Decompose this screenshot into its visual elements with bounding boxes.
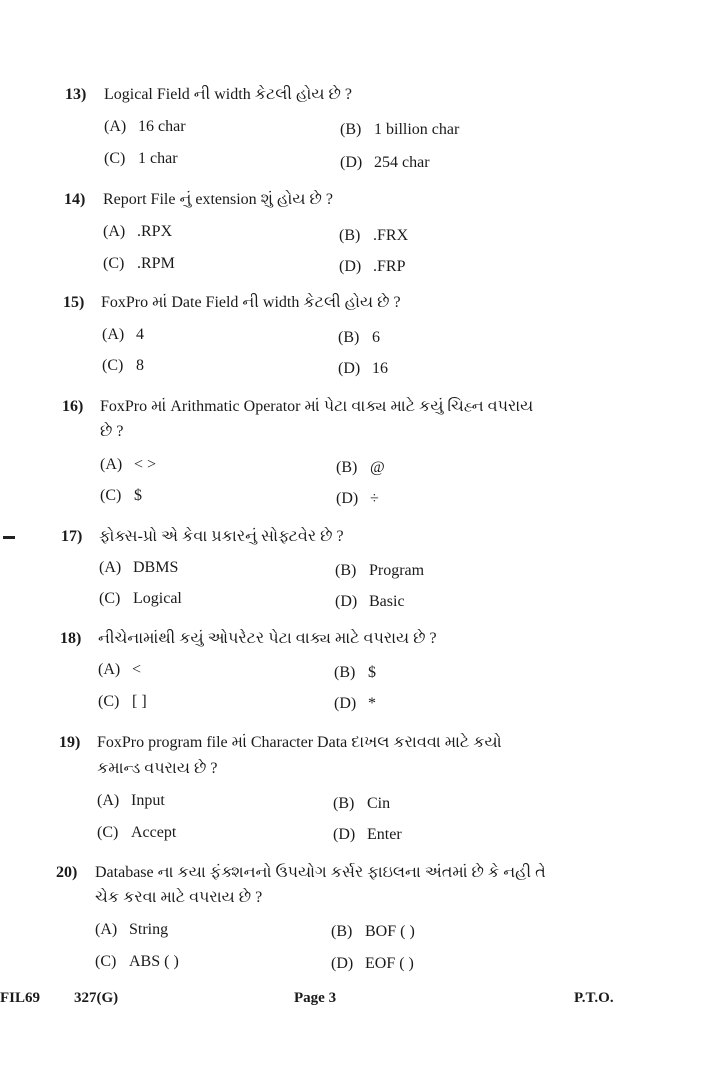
option-b: (B) $: [334, 664, 376, 681]
question-number: 17): [61, 528, 83, 545]
question-number: 16): [62, 398, 84, 415]
pto-label: P.T.O.: [574, 990, 614, 1006]
option-d: (D) EOF ( ): [331, 955, 414, 972]
option-b: (B) 6: [338, 329, 380, 346]
question-number: 13): [65, 86, 87, 103]
option-a: (A) <: [98, 661, 142, 678]
option-a: (A) DBMS: [99, 559, 179, 576]
option-c: (C) 8: [102, 357, 144, 374]
option-d: (D) 16: [338, 360, 388, 377]
option-d: (D) 254 char: [340, 154, 430, 171]
option-c: (C) 1 char: [104, 150, 178, 167]
question-text: FoxPro program file માં Character Data દાખલ કરાવવા માટે કયો: [97, 734, 502, 751]
option-a: (A) .RPX: [103, 223, 173, 240]
question-text-continued: ચેક કરવા માટે વપરાય છે ?: [95, 889, 263, 906]
question-number: 18): [60, 630, 82, 647]
question-text: Database ના કયા ફંક્શનનો ઉપયોગ કર્સર ફાઇલના અંતમાં છે કે નહી તે: [95, 864, 546, 881]
question-text: Logical Field ની width કેટલી હોય છે ?: [104, 86, 352, 103]
option-b: (B) Cin: [333, 795, 391, 812]
option-a: (A) 16 char: [104, 118, 186, 135]
question-text: ફોક્સ-પ્રો એ કેવા પ્રકારનું સોફ્ટવેર છે ?: [99, 528, 344, 545]
question-text-continued: છે ?: [100, 423, 124, 440]
option-d: (D) ÷: [336, 490, 379, 507]
option-a: (A) 4: [102, 326, 144, 343]
option-c: (C) Logical: [99, 590, 182, 607]
margin-mark: [3, 536, 15, 539]
option-d: (D) .FRP: [339, 258, 406, 275]
question-text: નીચેનામાંથી કયું ઓપરેટર પેટા વાક્ય માટે વપરાય છે ?: [98, 630, 437, 647]
option-b: (B) Program: [335, 562, 425, 579]
question-number: 20): [56, 864, 78, 881]
option-b: (B) .FRX: [339, 227, 409, 244]
option-d: (D) *: [334, 695, 376, 712]
footer-paper-code: 327(G): [74, 990, 119, 1006]
option-b: (B) @: [336, 459, 385, 476]
page-number: Page 3: [294, 990, 337, 1006]
question-text: FoxPro માં Date Field ની width કેટલી હોય છે ?: [101, 294, 401, 311]
question-text: FoxPro માં Arithmatic Operator માં પેટા વાક્ય માટે કયું ચિહ્ન વપરાય: [100, 398, 534, 415]
option-a: (A) < >: [100, 456, 157, 473]
option-d: (D) Enter: [333, 826, 402, 843]
question-number: 14): [64, 191, 86, 208]
question-number: 15): [63, 294, 85, 311]
footer-code: FIL69: [0, 990, 41, 1006]
option-c: (C) .RPM: [103, 255, 175, 272]
option-c: (C) $: [100, 487, 142, 504]
question-text: Report File નું extension શું હોય છે ?: [103, 191, 333, 208]
option-b: (B) 1 billion char: [340, 121, 460, 138]
option-c: (C) [ ]: [98, 693, 147, 710]
question-number: 19): [59, 734, 81, 751]
option-b: (B) BOF ( ): [331, 923, 415, 940]
option-a: (A) Input: [97, 792, 165, 809]
question-text-continued: કમાન્ડ વપરાય છે ?: [97, 760, 218, 777]
option-c: (C) Accept: [97, 824, 177, 841]
option-c: (C) ABS ( ): [95, 953, 179, 970]
option-d: (D) Basic: [335, 593, 405, 610]
option-a: (A) String: [95, 921, 169, 938]
